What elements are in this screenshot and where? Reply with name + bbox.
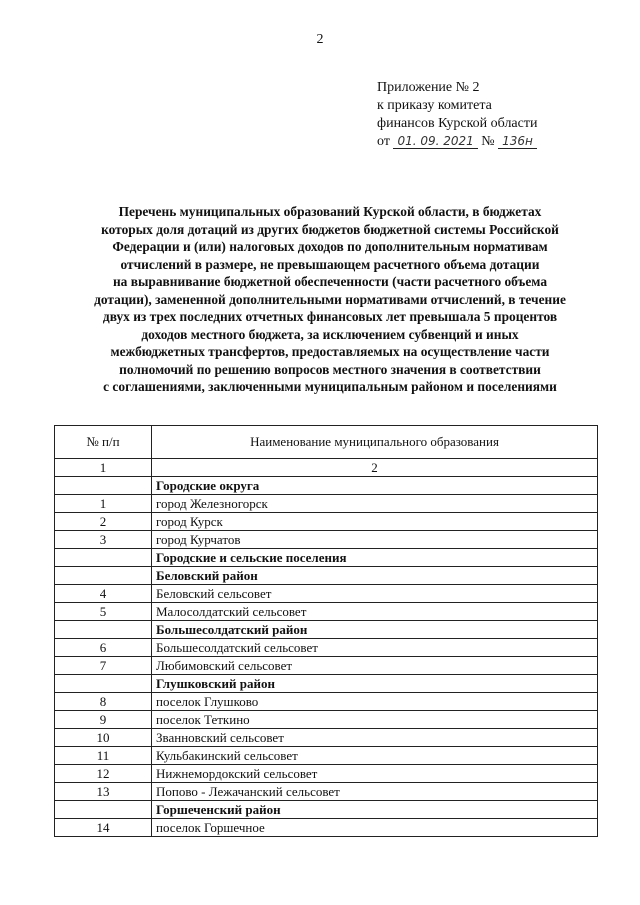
appendix-line-3: финансов Курской области	[377, 116, 538, 131]
colnum-1: 1	[55, 459, 152, 477]
heading-line: отчислений в размере, не превышающем расчетного объема дотации	[120, 256, 540, 272]
table-row	[55, 747, 598, 765]
heading-line: на выравнивание бюджетной обеспеченности (части расчетного объема	[112, 274, 548, 289]
table-row	[55, 765, 598, 783]
row-number: 13	[55, 783, 152, 801]
row-number: 5	[55, 603, 152, 621]
municipality-name: город Курчатов	[152, 531, 598, 549]
heading-line: двух из трех последних отчетных финансовых лет превышала 5 процентов	[102, 309, 558, 324]
heading-line: с соглашениями, заключенными муниципальным районом и поселениями	[103, 379, 557, 394]
row-number: 10	[55, 729, 152, 747]
table-row	[55, 657, 598, 675]
row-number: 14	[55, 819, 152, 837]
table-row	[55, 621, 598, 639]
document-heading	[70, 203, 590, 396]
row-number: 4	[55, 585, 152, 603]
heading-line: полномочий по решению вопросов местного значения в соответствии	[119, 361, 541, 377]
heading-line: Перечень муниципальных образований Курской области, в бюджетах	[118, 204, 542, 219]
table-row	[55, 495, 598, 513]
table-row	[55, 819, 598, 837]
table-row	[55, 639, 598, 657]
table-row	[55, 711, 598, 729]
row-number	[55, 675, 152, 693]
municipality-name: Званновский сельсовет	[152, 729, 598, 747]
header-num: № п/п	[55, 426, 152, 459]
row-number: 8	[55, 693, 152, 711]
section-title: Большесолдатский район	[152, 621, 598, 639]
municipality-name: Малосолдатский сельсовет	[152, 603, 598, 621]
table-row	[55, 675, 598, 693]
date-value: 01. 09. 2021	[393, 134, 477, 149]
table-row	[55, 513, 598, 531]
table-row	[55, 603, 598, 621]
appendix-line-2: к приказу комитета	[377, 98, 492, 113]
row-number: 6	[55, 639, 152, 657]
section-title: Горшеченский район	[152, 801, 598, 819]
table-row	[55, 783, 598, 801]
table-header-row	[55, 426, 598, 459]
header-name: Наименование муниципального образования	[152, 426, 598, 459]
table-row	[55, 693, 598, 711]
municipality-name: Любимовский сельсовет	[152, 657, 598, 675]
column-number-row	[55, 459, 598, 477]
row-number	[55, 621, 152, 639]
row-number: 9	[55, 711, 152, 729]
row-number	[55, 549, 152, 567]
municipality-name: Нижнемордокский сельсовет	[152, 765, 598, 783]
municipality-name: город Железногорск	[152, 495, 598, 513]
section-title: Городские и сельские поселения	[152, 549, 598, 567]
heading-line: доходов местного бюджета, за исключением субвенций и иных	[141, 326, 519, 342]
number-prefix: №	[481, 134, 495, 149]
section-title: Городские округа	[152, 477, 598, 495]
number-value: 136н	[498, 134, 537, 149]
municipalities-table	[54, 425, 598, 837]
municipality-name: город Курск	[152, 513, 598, 531]
municipality-name: Беловский сельсовет	[152, 585, 598, 603]
row-number	[55, 801, 152, 819]
municipality-name: Кульбакинский сельсовет	[152, 747, 598, 765]
heading-line: дотации), замененной дополнительными нормативами отчислений, в течение	[94, 291, 566, 307]
appendix-line-1: Приложение № 2	[377, 80, 480, 95]
row-number	[55, 477, 152, 495]
table-row	[55, 531, 598, 549]
appendix-block	[377, 79, 537, 151]
section-title: Глушковский район	[152, 675, 598, 693]
table-row	[55, 585, 598, 603]
row-number: 1	[55, 495, 152, 513]
appendix-date-line	[377, 133, 537, 151]
colnum-2: 2	[152, 459, 598, 477]
table-row	[55, 567, 598, 585]
heading-line: межбюджетных трансфертов, предоставляемых на осуществление части	[110, 344, 550, 359]
table-row	[55, 549, 598, 567]
municipality-name: поселок Горшечное	[152, 819, 598, 837]
table-row	[55, 729, 598, 747]
row-number: 12	[55, 765, 152, 783]
municipality-name: поселок Теткино	[152, 711, 598, 729]
row-number: 7	[55, 657, 152, 675]
date-prefix: от	[377, 134, 390, 149]
row-number: 3	[55, 531, 152, 549]
page-number: 2	[316, 32, 324, 47]
row-number	[55, 567, 152, 585]
municipality-name: Попово - Лежачанский сельсовет	[152, 783, 598, 801]
municipality-name: Большесолдатский сельсовет	[152, 639, 598, 657]
heading-line: которых доля дотаций из других бюджетов бюджетной системы Российской	[101, 221, 559, 237]
heading-line: Федерации и (или) налоговых доходов по дополнительным нормативам	[112, 239, 548, 254]
section-title: Беловский район	[152, 567, 598, 585]
municipality-name: поселок Глушково	[152, 693, 598, 711]
table-row	[55, 801, 598, 819]
row-number: 2	[55, 513, 152, 531]
row-number: 11	[55, 747, 152, 765]
table-row	[55, 477, 598, 495]
